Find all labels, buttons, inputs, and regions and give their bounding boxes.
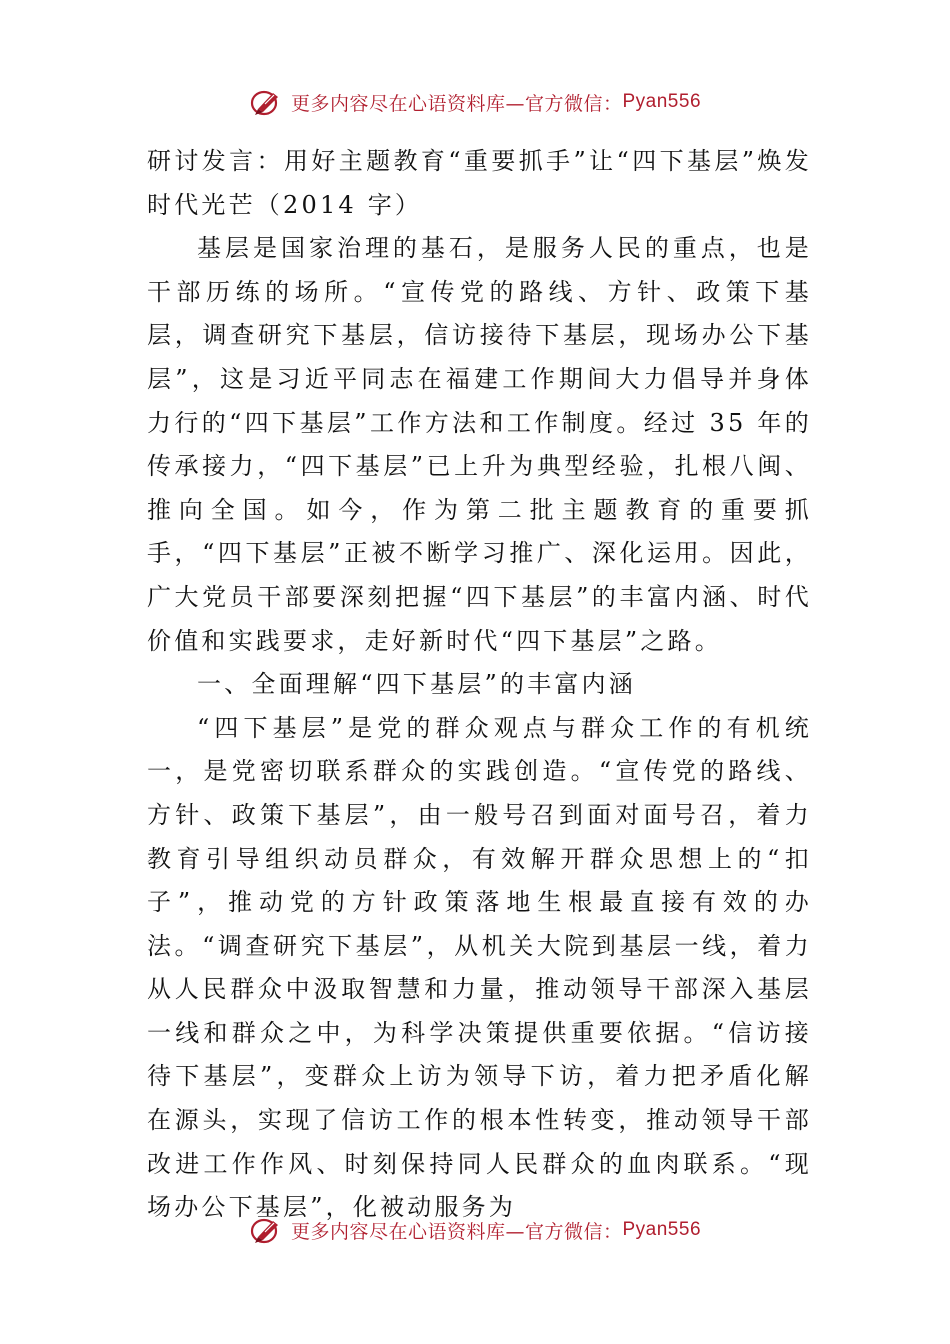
header-banner	[0, 82, 950, 122]
section-heading: 一、全面理解“四下基层”的丰富内涵	[197, 670, 636, 699]
pen-nib-circle-icon	[249, 1215, 285, 1245]
banner-wechat-id: Pyan556	[622, 1219, 702, 1240]
pen-nib-circle-icon	[249, 87, 285, 117]
document-title: 研讨发言：用好主题教育“重要抓手”让“四下基层”焕发时代光芒（2014 字）	[147, 147, 812, 219]
paragraph-intro: 基层是国家治理的基石，是服务人民的重点，也是干部历练的场所。“宣传党的路线、方针、政策下基层，调查研究下基层，信访接待下基层，现场办公下基层”，这是习近平同志在福建工作期间大力倡导并身体力行的“四下基层”工作方法和工作制度。经过 35 年的传承接力，“四下基层”已上升为典型经验，扎根八闽、推向全国。如今，作为第二批主题教育的重要抓手，“四下基层”正被不断学习推广、深化运用。因此，广大党员干部要深刻把握“四下基层”的丰富内涵、时代价值和实践要求，走好新时代“四下基层”之路。	[147, 234, 812, 655]
banner-text: 更多内容尽在心语资料库—官方微信：	[290, 92, 623, 115]
document-body	[147, 140, 812, 1230]
paragraph-section-1: “四下基层”是党的群众观点与群众工作的有机统一，是党密切联系群众的实践创造。“宣传党的路线、方针、政策下基层”，由一般号召到面对面号召，着力教育引导组织动员群众，有效解开群众思想上的“扣子”，推动党的方针政策落地生根最直接有效的办法。“调查研究下基层”，从机关大院到基层一线，着力从人民群众中汲取智慧和力量，推动领导干部深入基层一线和群众之中，为科学决策提供重要依据。“信访接待下基层”，变群众上访为领导下访，着力把矛盾化解在源头，实现了信访工作的根本性转变，推动领导干部改进工作作风、时刻保持同人民群众的血肉联系。“现场办公下基层”，化被动服务为	[147, 713, 812, 1222]
footer-banner	[0, 1210, 950, 1250]
banner-text: 更多内容尽在心语资料库—官方微信：	[290, 1220, 623, 1243]
banner-wechat-id: Pyan556	[622, 91, 702, 112]
